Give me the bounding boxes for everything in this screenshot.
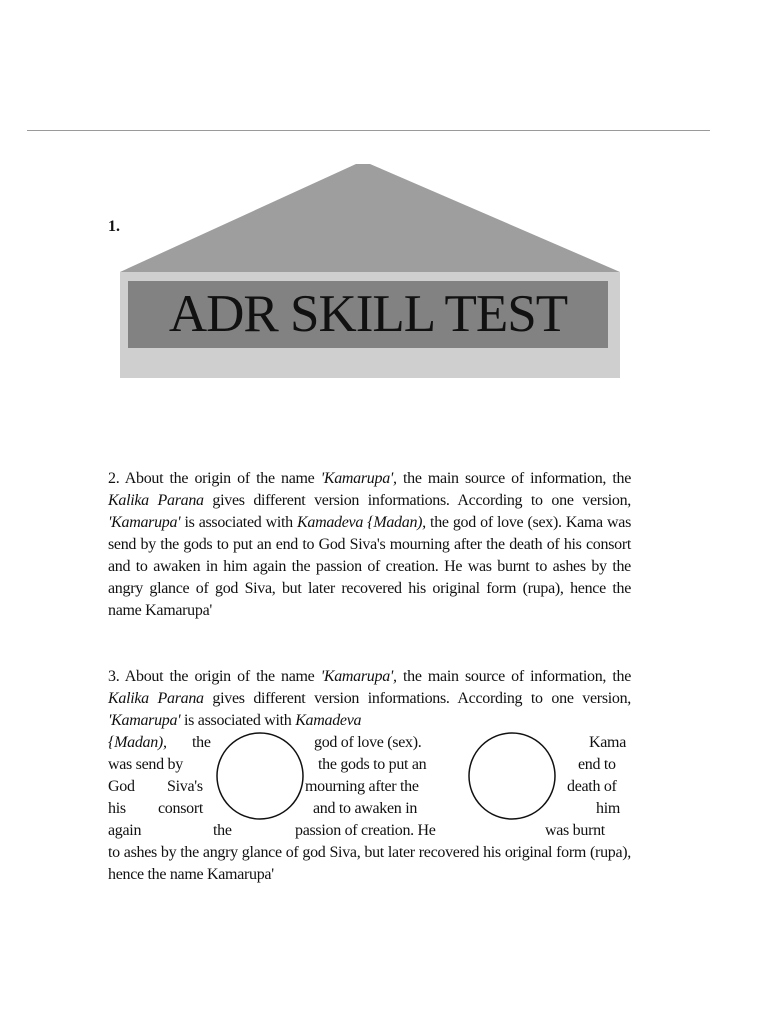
item-3-line8-b: the [213,822,232,839]
item-3-paragraph-top: 3. About the origin of the name 'Kamarupa', the main source of information, the Kalika Parana gives different version informations. According to one version, 'Kamarupa' is associated with Kamadeva [108,668,631,729]
item-3-line8-c: passion of creation. He [295,822,436,839]
item-3-line7-d: him [596,800,620,817]
item-3-line8-d: was burnt [545,822,605,839]
item-3-line6-a: God [108,778,135,795]
item-number-1: 1. [108,218,120,235]
item-3-line4-a: {Madan), [108,734,167,751]
item-3-line4-d: Kama [589,734,627,751]
item-3-line6-b: Siva's [167,778,203,795]
item-3-line8-a: again [108,822,142,839]
item-3-line5-b: the gods to put an [318,756,427,773]
circle-right [469,733,555,819]
item-3-line7-b: consort [158,800,204,817]
logo-title: ADR SKILL TEST [168,285,568,343]
item-3-line6-d: death of [567,778,617,795]
item-3-line7-c: and to awaken in [313,800,418,817]
item-3-line5-c: end to [578,756,616,773]
item-3-paragraph-bottom: to ashes by the angry glance of god Siva, but later recovered his original form (rupa), hence the name Kamarupa' [108,844,631,883]
item-3-line5-a: was send by [108,756,183,773]
item-3-line7-a: his [108,800,126,817]
item-3-line4-b: the [192,734,211,751]
item-2-paragraph: 2. About the origin of the name 'Kamarupa', the main source of information, the Kalika Parana gives different version informations. According to one version, 'Kamarupa' is associated with Kamadeva {Madan), the god of love (sex). Kama was send by the gods to put an end to God Siva's mourning after the death of his consort and to awaken in him again the passion of creation. He was burnt to ashes by the angry glance of god Siva, but later recovered his original form (rupa), hence the name Kamarupa' [108,470,632,619]
circle-left [217,733,303,819]
item-3-line6-c: mourning after the [305,778,419,795]
item-3-line4-c: god of love (sex). [314,734,422,751]
